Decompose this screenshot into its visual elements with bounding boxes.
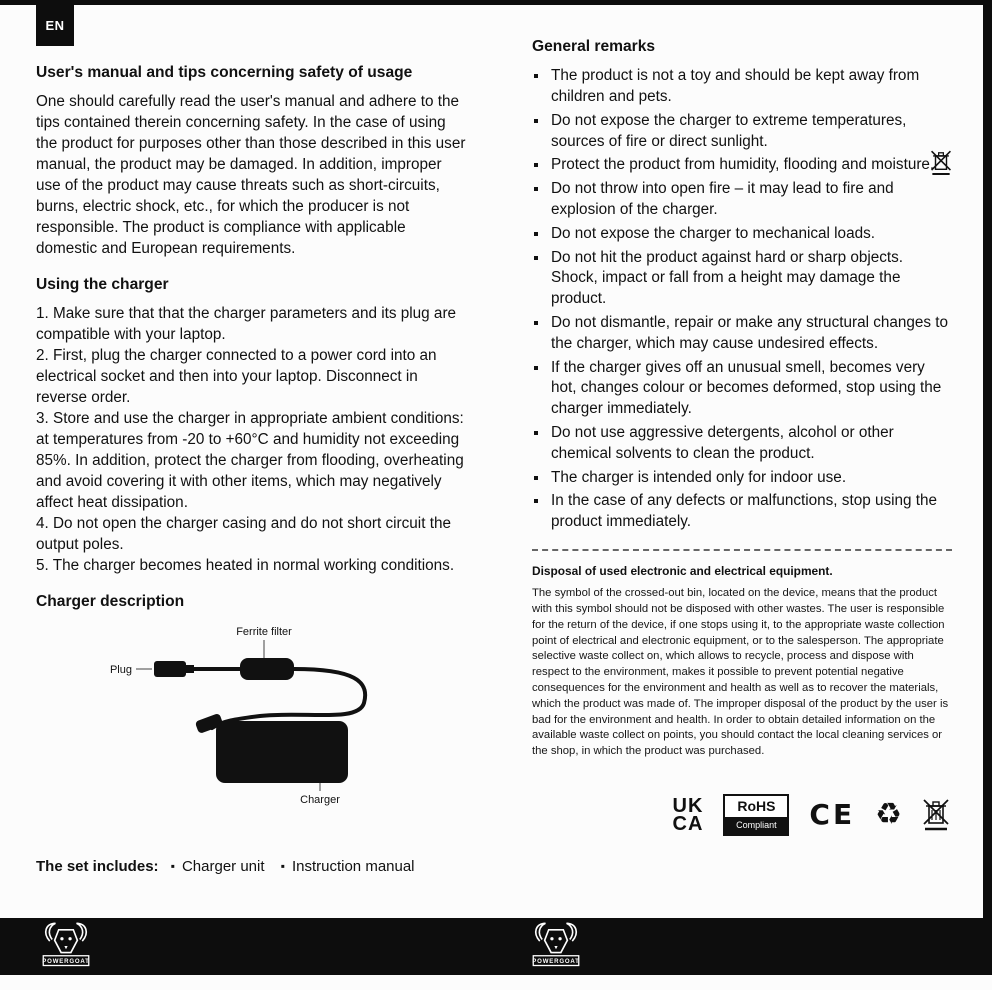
using-charger-steps	[36, 304, 468, 576]
powergoat-brand: POWERGOAT	[532, 958, 580, 966]
language-badge: EN	[36, 5, 74, 46]
remark-item: ▪ Do not dismantle, repair or make any structural changes to the charger, which may cause undesired effects.	[549, 313, 952, 355]
weee-bin-margin-icon	[930, 148, 952, 178]
general-remarks-list	[532, 66, 952, 533]
remark-item: ▪ Do not hit the product against hard or sharp objects. Shock, impact or fall from a height may damage the product.	[549, 248, 952, 310]
set-includes-line	[36, 858, 427, 875]
rohs-compliant-label: Compliant	[725, 817, 787, 834]
ukca-mark-icon	[672, 794, 704, 836]
remark-item: ▪ Protect the product from humidity, flooding and moisture.	[549, 155, 952, 176]
rohs-mark-icon	[723, 794, 789, 836]
remark-item: ▪ In the case of any defects or malfunctions, stop using the product immediately.	[549, 491, 952, 533]
step-4: 4. Do not open the charger casing and do not short circuit the output poles.	[36, 514, 451, 553]
top-border	[0, 0, 992, 5]
remark-item: ▪ The product is not a toy and should be kept away from children and pets.	[549, 66, 952, 108]
plug-icon	[154, 661, 194, 677]
set-includes-item-charger: ▪ Charger unit	[171, 858, 265, 875]
remark-item: ▪ Do not expose the charger to extreme temperatures, sources of fire or direct sunlight.	[549, 111, 952, 153]
disposal-text: The symbol of the crossed-out bin, located on the device, means that the product with this symbol should not be disposed with other wastes. The user is responsible for the return of the device, if one stops using it, to the appropriate waste collection point of electrical and electronic equipment, or to the salesperson. The appropriate selective waste collect on, which allows to recycle, process and dispose with respect to the environment, makes it possible to prevent potential negative consequences for the environment and health as well as to recover the materials, which the product was made of. The improper disposal of the product by the user is bad for the environment and health. In order to obtain detailed information on the available waste collect on points, you should contact the local cleaning services or the shop, in which the product was purchased.	[532, 587, 949, 758]
step-5: 5. The charger becomes heated in normal working conditions.	[36, 556, 455, 574]
powergoat-logo-icon	[530, 920, 582, 972]
step-1: 1. Make sure that that the charger parameters and its plug are compatible with your laptop.	[36, 305, 457, 344]
using-charger-title: Using the charger	[36, 275, 169, 293]
charger-diagram	[36, 621, 466, 806]
set-includes-item-manual: ▪ Instruction manual	[281, 858, 415, 875]
left-column	[36, 62, 468, 806]
powergoat-logo-icon	[40, 920, 92, 972]
right-column	[532, 36, 952, 836]
intro-paragraph: One should carefully read the user's manual and adhere to the tips contained therein concerning safety. In the case of using the product for purposes other than those described in this user manual, the product may be damaged. In addition, improper use of the product may cause threats such as short-circuits, burns, electric shock, etc., for which the producer is not responsible. The product is compliance with applicable domestic and European requirements.	[36, 93, 466, 258]
remark-item: ▪ Do not use aggressive detergents, alcohol or other chemical solvents to clean the product.	[549, 423, 952, 465]
general-remarks-title: General remarks	[532, 38, 656, 55]
right-border	[983, 0, 992, 975]
charger-brick-icon	[216, 721, 348, 783]
plug-label: Plug	[109, 664, 132, 677]
step-3: 3. Store and use the charger in appropriate ambient conditions: at temperatures from -20 to +60°C and humidity not exceeding 85%. In addition, protect the charger from flooding, overheating and avoid covering it with other items, which may negatively affect heat dissipation.	[36, 410, 464, 511]
footer-bar	[0, 918, 992, 975]
ferrite-filter-label: Ferrite filter	[236, 626, 292, 639]
rohs-label: RoHS	[737, 798, 776, 815]
step-2: 2. First, plug the charger connected to a power cord into an electrical socket and then into your laptop. Disconnect in reverse order.	[36, 347, 437, 407]
remark-item: ▪ The charger is intended only for indoor use.	[549, 468, 952, 489]
disposal-title: Disposal of used electronic and electrical equipment.	[532, 563, 833, 578]
safety-title: User's manual and tips concerning safety of usage	[36, 64, 413, 81]
dashed-divider	[532, 549, 952, 551]
charger-label: Charger	[300, 794, 340, 807]
recycle-icon: ♻	[875, 798, 902, 832]
remark-item: ▪ If the charger gives off an unusual smell, becomes very hot, changes colour or becomes deformed, stop using the charger immediately.	[549, 358, 952, 420]
certification-logos	[532, 794, 952, 836]
ukca-top: UK	[672, 794, 704, 817]
remark-item: ▪ Do not expose the charger to mechanical loads.	[549, 224, 952, 245]
set-includes-label: The set includes:	[36, 858, 159, 875]
ce-mark-icon: CE	[809, 798, 856, 832]
powergoat-brand: POWERGOAT	[42, 958, 90, 966]
ferrite-filter-icon	[240, 658, 294, 680]
charger-description-title: Charger description	[36, 592, 185, 610]
weee-bin-icon	[922, 797, 950, 833]
ukca-bottom: CA	[672, 813, 704, 836]
remark-item: ▪ Do not throw into open fire – it may lead to fire and explosion of the charger.	[549, 179, 952, 221]
